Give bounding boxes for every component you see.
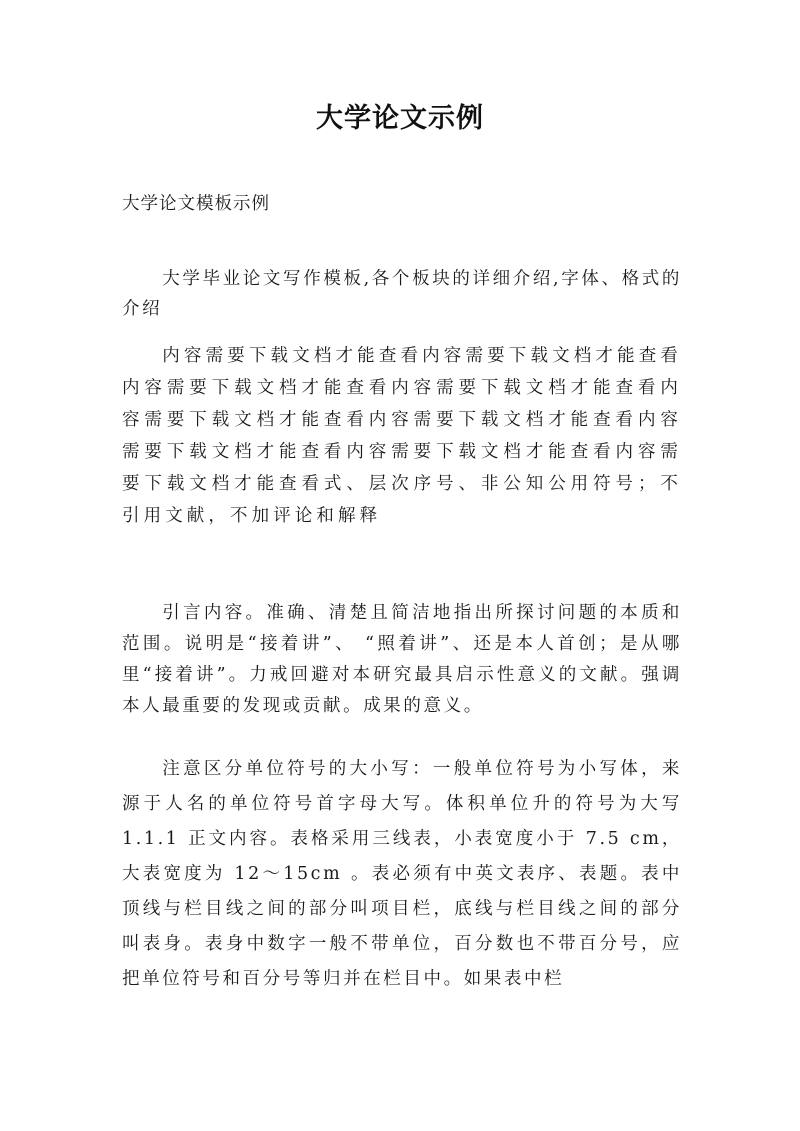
document-title: 大学论文示例 <box>316 103 484 134</box>
paragraph-introduction-guidance: 引言内容。准确、清楚且简洁地指出所探讨问题的本质和范围。说明是“接着讲”、 “照着讲”、还是本人首创；是从哪里“接着讲”。力戒回避对本研究最具启示性意义的文献。强调本人最重要的发现或贡献。成果的意义。 <box>122 603 682 716</box>
paragraph-intro: 大学毕业论文写作模板,各个板块的详细介绍,字体、格式的介绍 <box>122 269 682 319</box>
document-subtitle: 大学论文模板示例 <box>122 194 270 214</box>
paragraph-units-and-tables: 注意区分单位符号的大小写：一般单位符号为小写体，来源于人名的单位符号首字母大写。体积单位升的符号为大写 1.1.1 正文内容。表格采用三线表，小表宽度小于 7.5 cm，大表宽度为 12～15cm 。表必须有中英文表序、表题。表中顶线与栏目线之间的部分叫项目栏，底线与栏目线之间的部分叫表身。表身中数字一般不带单位，百分数也不带百分号，应把单位符号和百分号等归并在栏目中。如果表中栏 <box>122 759 682 989</box>
paragraph-content: 内容需要下载文档才能查看内容需要下载文档才能查看内容需要下载文档才能查看内容需要下载文档才能查看内容需要下载文档才能查看内容需要下载文档才能查看内容需要下载文档才能查看内容需要下载文档才能查看内容需要下载文档才能查看式、层次序号、非公知公用符号；不引用文献，不加评论和解释 <box>122 346 682 526</box>
